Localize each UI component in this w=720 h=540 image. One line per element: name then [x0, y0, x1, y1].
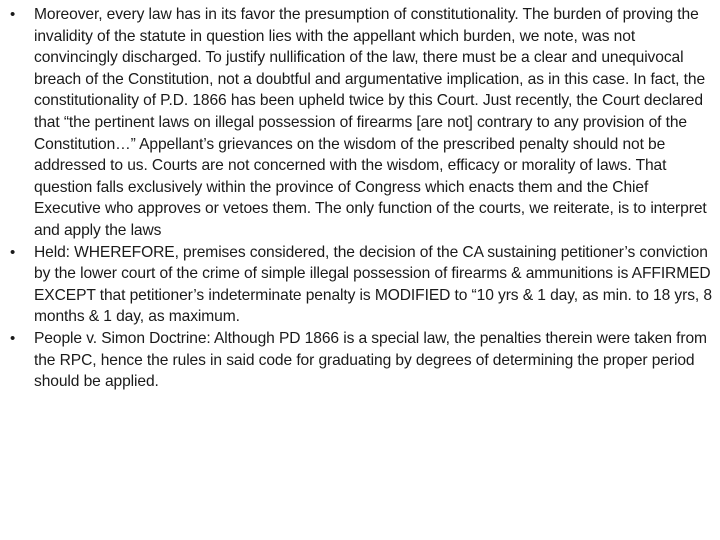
bullet-text: Moreover, every law has in its favor the presumption of constitutionality. The burden of proving the invalidity of the statute in question lies with the appellant which burden, we note, was not convincingly discharged. To justify nullification of the law, there must be a clear and unequivocal breach of the Constitution, not a doubtful and argumentative implication, as in this case. In fact, the constitutionality of P.D. 1866 has been upheld twice by this Court. Just recently, the Court declared that “the pertinent laws on illegal possession of firearms [are not] contrary to any provision of the Constitution…” Appellant’s grievances on the wisdom of the prescribed penalty should not be addressed to us. Courts are not concerned with the wisdom, efficacy or morality of laws. That question falls exclusively within the province of Congress which enacts them and the Chief Executive who approves or vetoes them. The only function of the courts, we reiterate, is to interpret and apply the laws — [34, 6, 707, 239]
bullet-list — [6, 4, 712, 393]
bullet-icon: • — [10, 6, 16, 23]
bullet-icon: • — [10, 243, 16, 261]
bullet-item-held — [6, 242, 712, 328]
bullet-item-presumption — [6, 4, 712, 242]
bullet-text: Held: WHEREFORE, premises considered, the decision of the CA sustaining petitioner’s conviction by the lower court of the crime of simple illegal possession of firearms & ammunitions is AFFIRMED EXCEPT that petitioner’s indeterminate penalty is MODIFIED to “10 yrs & 1 day, as min. to 18 yrs, 8 months & 1 day, as maximum. — [34, 243, 712, 326]
bullet-item-simon-doctrine — [6, 328, 712, 393]
bullet-text: People v. Simon Doctrine: Although PD 1866 is a special law, the penalties therein were taken from the RPC, hence the rules in said code for graduating by degrees of determining the proper period should be applied. — [34, 329, 707, 391]
bullet-icon: • — [10, 329, 16, 347]
